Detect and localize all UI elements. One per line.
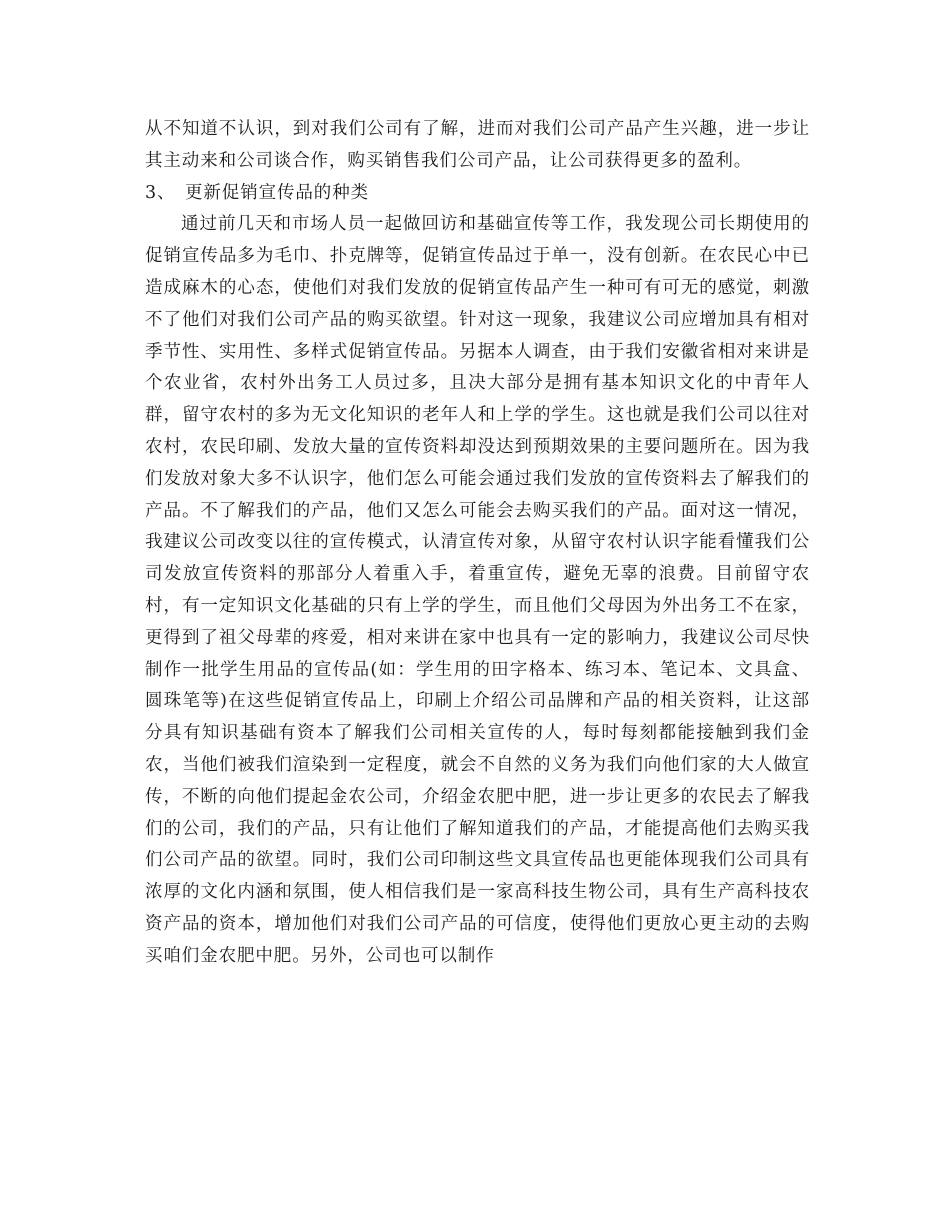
- section-heading-title: 更新促销宣传品的种类: [185, 182, 369, 203]
- section-heading-number: 3、: [145, 182, 176, 203]
- paragraph-main: 通过前几天和市场人员一起做回访和基础宣传等工作，我发现公司长期使用的促销宣传品多为毛巾、扑克牌等，促销宣传品过于单一，没有创新。在农民心中已造成麻木的心态，使他们对我们发放的促销宣传品产生一种可有可无的感觉，刺激不了他们对我们公司产品的购买欲望。针对这一现象，我建议公司应增加具有相对季节性、实用性、多样式促销宣传品。另据本人调查，由于我们安徽省相对来讲是个农业省，农村外出务工人员过多，且决大部分是拥有基本知识文化的中青年人群，留守农村的多为无文化知识的老年人和上学的学生。这也就是我们公司以往对农村，农民印刷、发放大量的宣传资料却没达到预期效果的主要问题所在。因为我们发放对象大多不认识字，他们怎么可能会通过我们发放的宣传资料去了解我们的产品。不了解我们的产品，他们又怎么可能会去购买我们的产品。面对这一情况，我建议公司改变以往的宣传模式，认清宣传对象，从留守农村认识字能看懂我们公司发放宣传资料的那部分人着重入手，着重宣传，避免无辜的浪费。目前留守农村，有一定知识文化基础的只有上学的学生，而且他们父母因为外出务工不在家，更得到了祖父母辈的疼爱，相对来讲在家中也具有一定的影响力，我建议公司尽快制作一批学生用品的宣传品(如：学生用的田字格本、练习本、笔记本、文具盒、圆珠笔等)在这些促销宣传品上，印刷上介绍公司品牌和产品的相关资料，让这部分具有知识基础有资本了解我们公司相关宣传的人，每时每刻都能接触到我们金农，当他们被我们渲染到一定程度，就会不自然的义务为我们向他们家的大人做宣传，不断的向他们提起金农公司，介绍金农肥中肥，进一步让更多的农民去了解我们的公司，我们的产品，只有让他们了解知道我们的产品，才能提高他们去购买我们公司产品的欲望。同时，我们公司印制这些文具宣传品也更能体现我们公司具有浓厚的文化内涵和氛围，使人相信我们是一家高科技生物公司，具有生产高科技农资产品的资本，增加他们对我们公司产品的可信度，使得他们更放心更主动的去购买咱们金农肥中肥。另外，公司也可以制作: [145, 214, 810, 966]
- paragraph-continuation: 从不知道不认识，到对我们公司有了解，进而对我们公司产品产生兴趣，进一步让其主动来和公司谈合作，购买销售我们公司产品，让公司获得更多的盈利。: [145, 119, 810, 171]
- section-heading: [145, 178, 810, 210]
- document-body: [145, 114, 810, 973]
